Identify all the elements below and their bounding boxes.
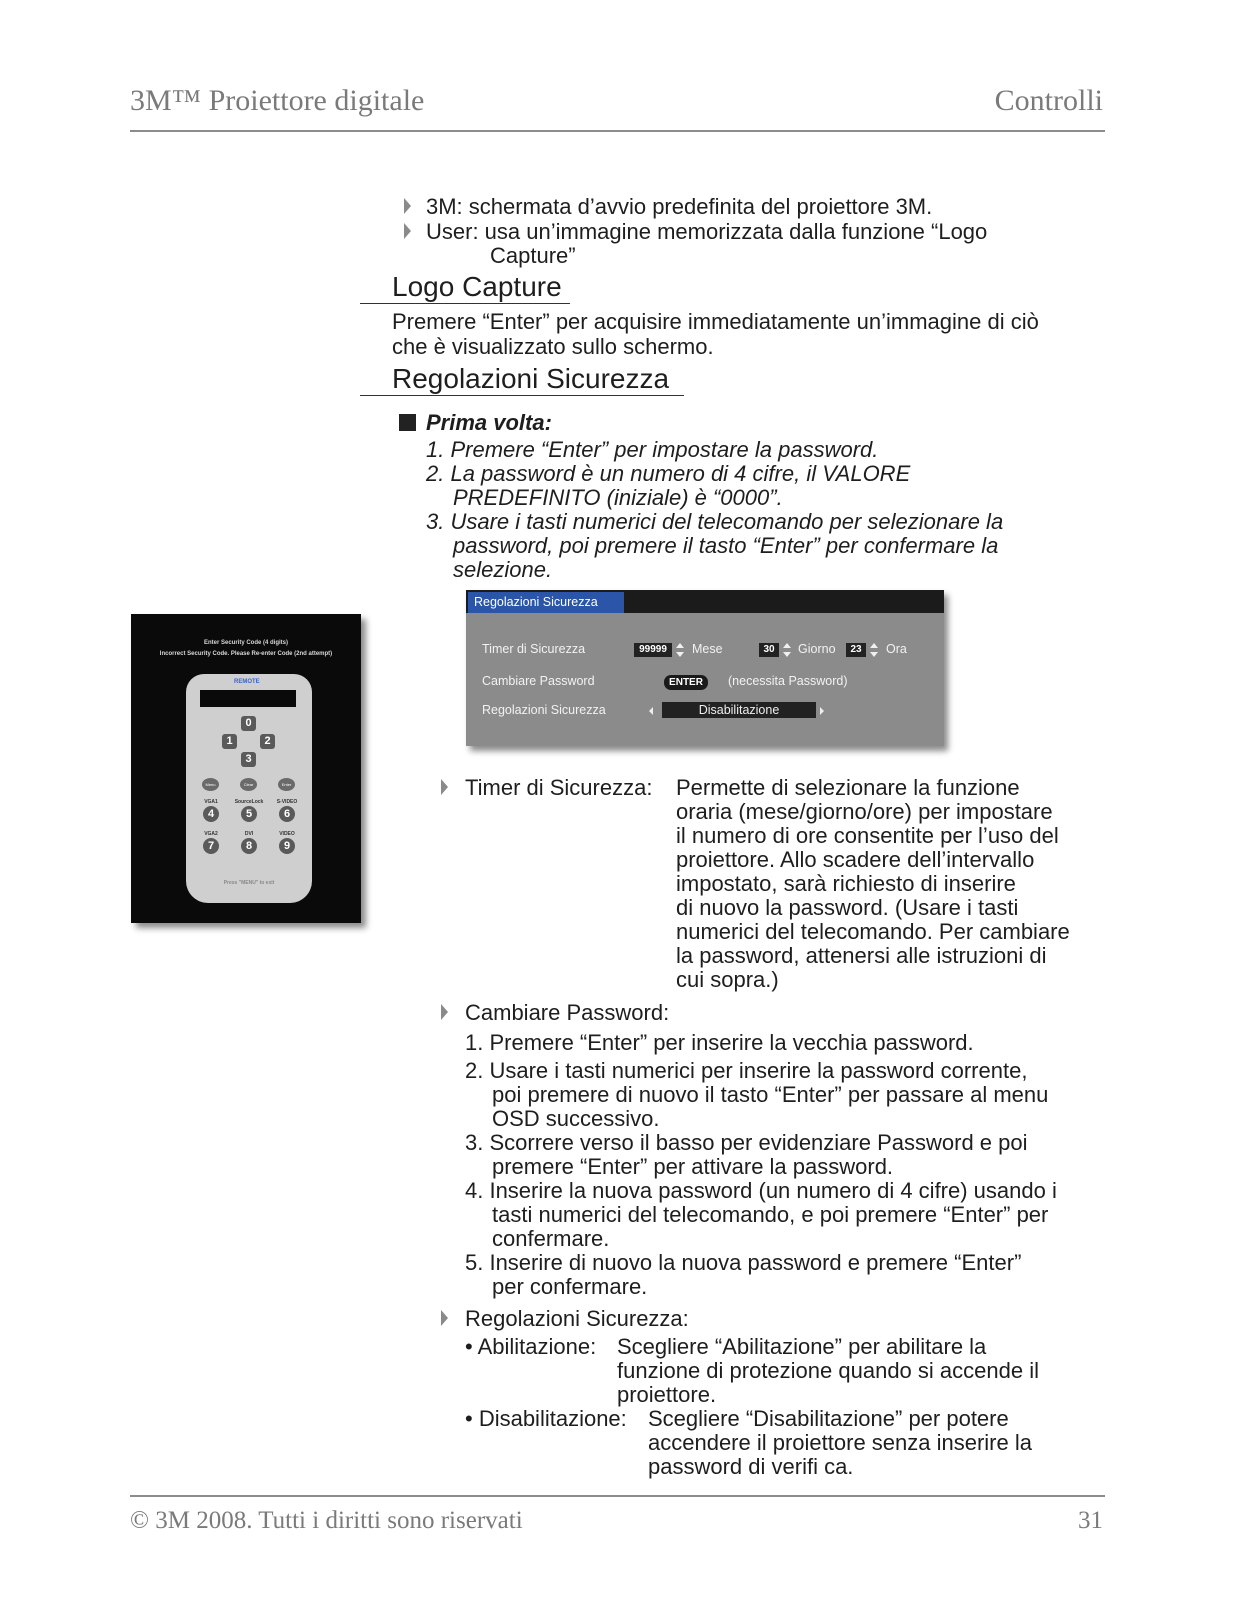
bullet-triangle-icon: [404, 198, 411, 214]
key-clear: Clear: [240, 778, 257, 791]
up-down-arrows-icon: [675, 642, 685, 658]
header-title: 3M™ Proiettore digitale: [130, 84, 425, 117]
change-password-line: 5. Inserire di nuovo la nuova password e premere “Enter”: [465, 1250, 1022, 1275]
change-password-line: 4. Inserire la nuova password (un numero di 4 cifre) usando i: [465, 1178, 1057, 1203]
bullet-triangle-icon: [441, 779, 448, 795]
footer-rule: [130, 1495, 1105, 1497]
step-line: 1. Premere “Enter” per impostare la password.: [426, 437, 879, 462]
change-password-line: 2. Usare i tasti numerici per inserire la password corrente,: [465, 1058, 1028, 1083]
section-underline: [360, 395, 684, 396]
osd-security-label: Regolazioni Sicurezza: [482, 703, 606, 717]
disable-line: accendere il proiettore senza inserire la: [648, 1430, 1032, 1455]
step-line: PREDEFINITO (iniziale) è “0000”.: [453, 485, 783, 510]
header-section: Controlli: [994, 84, 1103, 117]
enable-line: funzione di protezione quando si accende il: [617, 1358, 1039, 1383]
step-line: password, poi premere il tasto “Enter” per confermare la: [453, 533, 999, 558]
arrow-left-icon: [648, 706, 654, 716]
osd-needs-password: (necessita Password): [728, 674, 848, 688]
key-9: 9: [279, 838, 295, 854]
remote-display: [200, 690, 296, 707]
osd-day-value: 30: [759, 643, 779, 657]
disable-line: password di verifi ca.: [648, 1454, 854, 1479]
enable-line: proiettore.: [617, 1382, 717, 1407]
key-label: VIDEO: [279, 831, 295, 837]
timer-desc-line: impostato, sarà richiesto di inserire: [676, 871, 1016, 896]
bullet-triangle-icon: [404, 223, 411, 239]
osd-security-value: Disabilitazione: [662, 702, 816, 718]
key-label: S-VIDEO: [276, 799, 298, 805]
remote-screen-line: Enter Security Code (4 digits): [203, 640, 288, 646]
change-password-line: per confermare.: [492, 1274, 648, 1299]
key-1: 1: [222, 734, 237, 749]
osd-hour-label: Ora: [886, 642, 907, 656]
enable-label: • Abilitazione:: [465, 1334, 597, 1359]
change-password-line: poi premere di nuovo il tasto “Enter” per passare al menu: [492, 1082, 1049, 1107]
change-password-line: tasti numerici del telecomando, e poi premere “Enter” per: [492, 1202, 1049, 1227]
bullet-triangle-icon: [441, 1310, 448, 1326]
key-menu: Menu: [202, 778, 219, 791]
footer-copyright: © 3M 2008. Tutti i diritti sono riservati: [130, 1507, 523, 1534]
timer-desc-line: oraria (mese/giorno/ore) per impostare: [676, 799, 1053, 824]
osd-security-menu: [466, 590, 944, 746]
timer-desc-line: cui sopra.): [676, 967, 779, 992]
paragraph-line: che è visualizzato sullo schermo.: [392, 334, 714, 359]
osd-enter-button: ENTER: [664, 675, 708, 690]
osd-month-label: Mese: [692, 642, 723, 656]
key-2: 2: [260, 734, 275, 749]
timer-desc-line: proiettore. Allo scadere dell’intervallo: [676, 847, 1035, 872]
key-label: VGA2: [204, 831, 218, 837]
change-password-line: confermare.: [492, 1226, 610, 1251]
timer-desc-label: Timer di Sicurezza:: [465, 775, 653, 800]
osd-month-value: 99999: [634, 643, 672, 657]
osd-tab: Regolazioni Sicurezza: [468, 592, 624, 613]
section-title-security: Regolazioni Sicurezza: [392, 363, 670, 394]
key-8: 8: [241, 838, 257, 854]
osd-change-label: Cambiare Password: [482, 674, 595, 688]
osd-day-label: Giorno: [798, 642, 836, 656]
key-5: 5: [241, 806, 257, 822]
remote-control: [186, 674, 312, 903]
bullet-text: Capture”: [490, 243, 576, 268]
remote-screen-line: Incorrect Security Code. Please Re-enter Code (2nd attempt): [159, 651, 333, 657]
key-3: 3: [241, 752, 256, 767]
key-6: 6: [279, 806, 295, 822]
change-password-label: Cambiare Password:: [465, 1000, 670, 1025]
up-down-arrows-icon: [869, 642, 879, 658]
square-bullet-icon: [399, 414, 416, 431]
disable-line: Scegliere “Disabilitazione” per potere: [648, 1406, 1009, 1431]
paragraph-line: Premere “Enter” per acquisire immediatamente un’immagine di ciò: [392, 309, 1039, 334]
page-number: 31: [1078, 1507, 1103, 1534]
osd-hour-value: 23: [846, 643, 866, 657]
disable-label: • Disabilitazione:: [465, 1406, 627, 1431]
key-0: 0: [241, 716, 256, 731]
remote-footer-text: Press "MENU" to exit: [223, 880, 275, 886]
key-4: 4: [203, 806, 219, 822]
remote-security-code-image: [131, 614, 361, 923]
change-password-line: 3. Scorrere verso il basso per evidenziare Password e poi: [465, 1130, 1028, 1155]
key-7: 7: [203, 838, 219, 854]
change-password-line: OSD successivo.: [492, 1106, 660, 1131]
step-line: 2. La password è un numero di 4 cifre, il VALORE: [426, 461, 911, 486]
timer-desc-line: di nuovo la password. (Usare i tasti: [676, 895, 1019, 920]
change-password-line: 1. Premere “Enter” per inserire la vecchia password.: [465, 1030, 974, 1055]
first-time-heading: Prima volta:: [426, 410, 552, 435]
remote-label: REMOTE: [234, 679, 260, 685]
timer-desc-line: Permette di selezionare la funzione: [676, 775, 1020, 800]
timer-desc-line: la password, attenersi alle istruzioni di: [676, 943, 1047, 968]
security-settings-label: Regolazioni Sicurezza:: [465, 1306, 689, 1331]
key-label: DVI: [244, 831, 254, 837]
bullet-text: User: usa un’immagine memorizzata dalla funzione “Logo: [426, 219, 988, 244]
timer-desc-line: numerici del telecomando. Per cambiare: [676, 919, 1070, 944]
step-line: 3. Usare i tasti numerici del telecomando per selezionare la: [426, 509, 1004, 534]
header-rule: [130, 130, 1105, 132]
timer-desc-line: il numero di ore consentite per l’uso del: [676, 823, 1059, 848]
key-label: SourceLock: [234, 799, 264, 805]
osd-timer-label: Timer di Sicurezza: [482, 642, 586, 656]
section-underline: [360, 303, 570, 304]
key-label: VGA1: [204, 799, 218, 805]
arrow-right-icon: [819, 706, 825, 716]
change-password-line: premere “Enter” per attivare la password.: [492, 1154, 894, 1179]
bullet-triangle-icon: [441, 1004, 448, 1020]
key-enter: Enter: [278, 778, 295, 791]
up-down-arrows-icon: [782, 642, 792, 658]
bullet-text: 3M: schermata d’avvio predefinita del proiettore 3M.: [426, 194, 933, 219]
section-title-logo-capture: Logo Capture: [392, 271, 562, 302]
step-line: selezione.: [453, 557, 553, 582]
enable-line: Scegliere “Abilitazione” per abilitare la: [617, 1334, 987, 1359]
